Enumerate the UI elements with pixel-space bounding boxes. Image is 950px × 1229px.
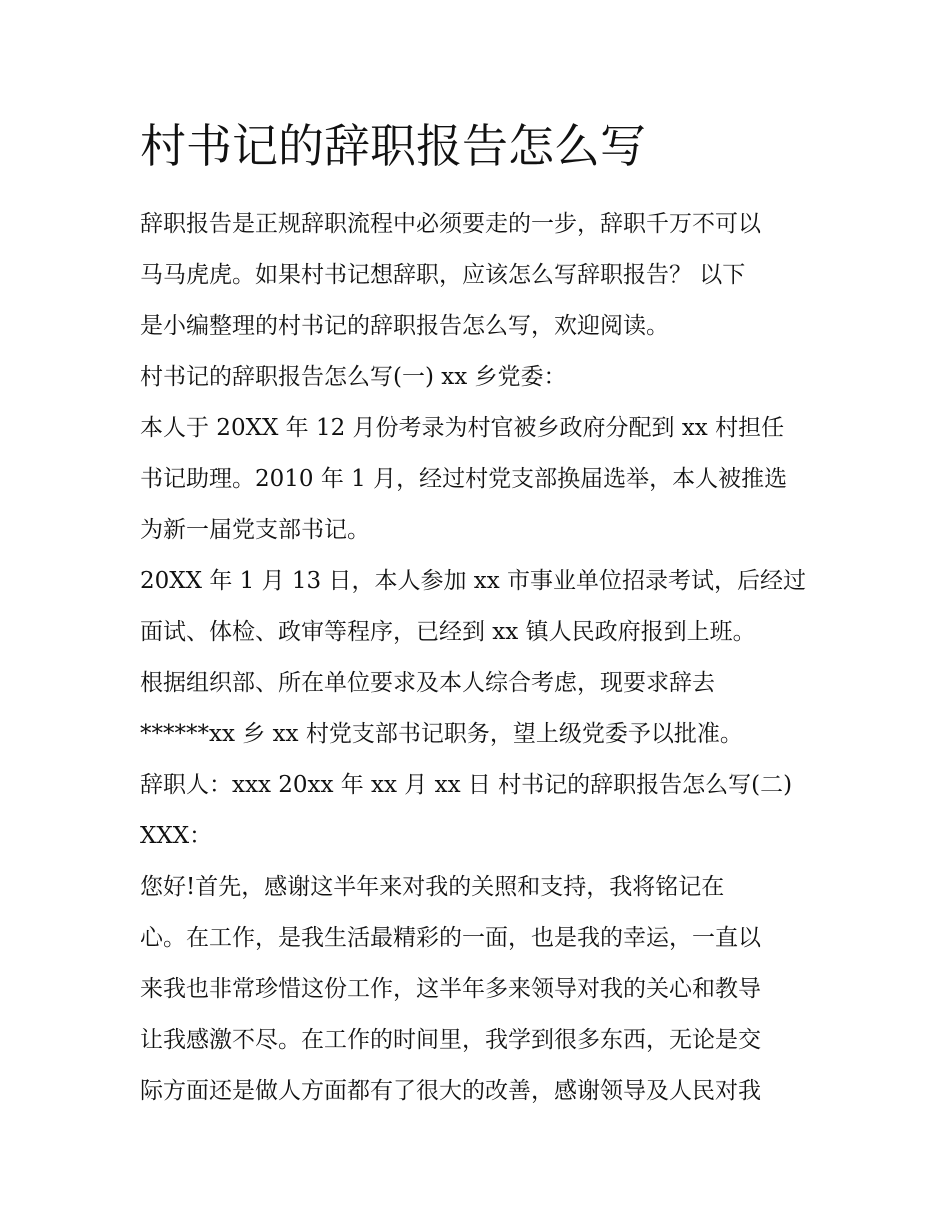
salutation-line: XXX： (140, 823, 213, 849)
text-line: 马马虎虎。如果村书记想辞职，应该怎么写辞职报告？ 以下 (140, 262, 746, 288)
section-heading-line: 村书记的辞职报告怎么写(一) xx 乡党委： (140, 364, 567, 390)
text-line: 心。在工作，是我生活最精彩的一面，也是我的幸运，一直以 (140, 925, 761, 951)
text-line: 20XX 年 1 月 13 日，本人参加 xx 市事业单位招录考试，后经过 (140, 568, 807, 594)
text-line: 本人于 20XX 年 12 月份考录为村官被乡政府分配到 xx 村担任 (140, 415, 785, 441)
text-line: 您好!首先，感谢这半年来对我的关照和支持，我将铭记在 (140, 874, 725, 900)
text-line: ******xx 乡 xx 村党支部书记职务，望上级党委予以批准。 (140, 721, 743, 747)
text-line: 辞职报告是正规辞职流程中必须要走的一步，辞职千万不可以 (140, 211, 761, 237)
signature-line: 辞职人：xxx 20xx 年 xx 月 xx 日 村书记的辞职报告怎么写(二) (140, 772, 793, 798)
text-line: 际方面还是做人方面都有了很大的改善，感谢领导及人民对我 (140, 1078, 761, 1104)
text-line: 让我感激不尽。在工作的时间里，我学到很多东西，无论是交 (140, 1027, 761, 1053)
text-line: 为新一届党支部书记。 (140, 517, 370, 543)
body-text (140, 199, 840, 1117)
text-line: 来我也非常珍惜这份工作，这半年多来领导对我的关心和教导 (140, 976, 761, 1002)
text-line: 根据组织部、所在单位要求及本人综合考虑，现要求辞去 (140, 670, 715, 696)
text-line: 是小编整理的村书记的辞职报告怎么写，欢迎阅读。 (140, 313, 669, 339)
text-line: 书记助理。2010 年 1 月，经过村党支部换届选举，本人被推选 (140, 466, 788, 492)
text-line: 面试、体检、政审等程序，已经到 xx 镇人民政府报到上班。 (140, 619, 756, 645)
page-title: 村书记的辞职报告怎么写 (140, 119, 646, 173)
